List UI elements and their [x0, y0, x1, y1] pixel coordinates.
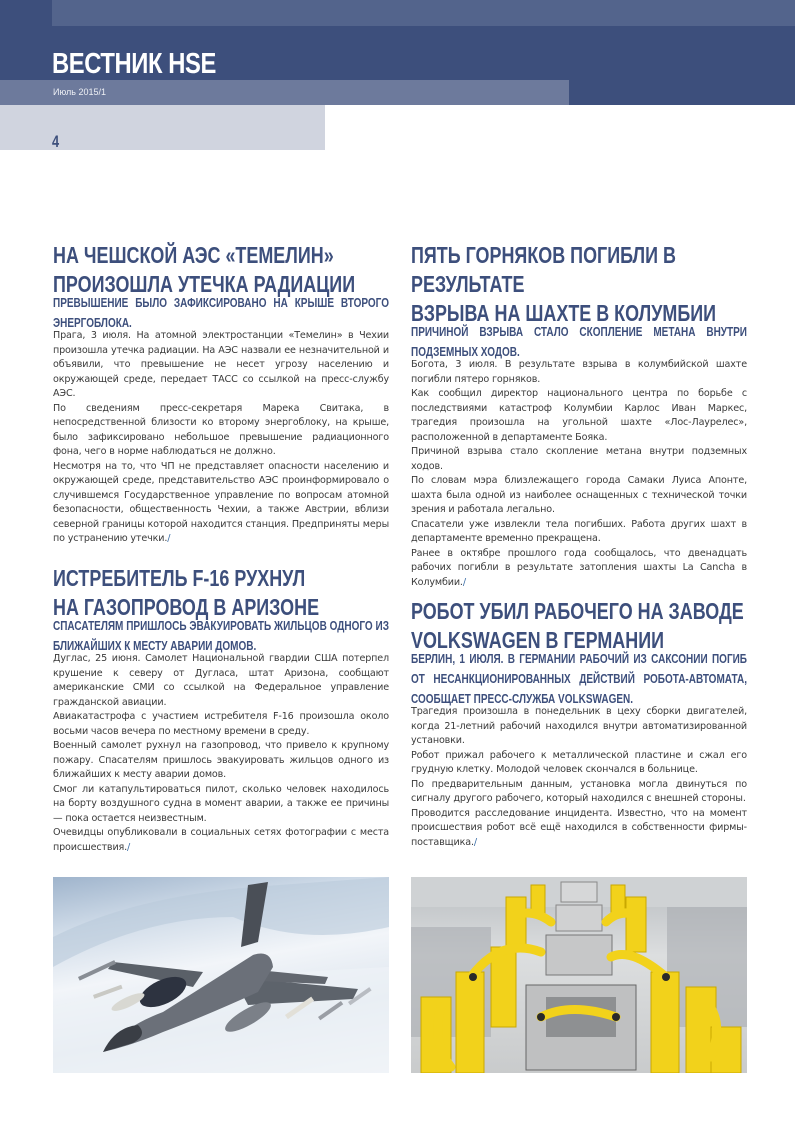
article-lead: СПАСАТЕЛЯМ ПРИШЛОСЬ ЭВАКУИРОВАТЬ ЖИЛЬЦОВ ОДНОГО ИЗ БЛИЖАЙШИХ К МЕСТУ АВАРИИ ДОМОВ. — [53, 619, 389, 653]
end-mark: / — [473, 836, 477, 848]
factory-illustration — [411, 877, 747, 1073]
header-top-strip — [52, 0, 795, 26]
factory-robots-photo — [411, 877, 747, 1073]
article-temelin — [53, 241, 389, 547]
article-volkswagen-robot — [411, 597, 747, 850]
article-title: НА ЧЕШСКОЙ АЭС «ТЕМЕЛИН» ПРОИЗОШЛА УТЕЧКА РАДИАЦИИ — [53, 242, 356, 297]
newsletter-title: ВЕСТНИК HSE — [52, 48, 216, 80]
article-title: ПЯТЬ ГОРНЯКОВ ПОГИБЛИ В РЕЗУЛЬТАТЕ ВЗРЫВА НА ШАХТЕ В КОЛУМБИИ — [411, 242, 717, 326]
article-lead: ПРИЧИНОЙ ВЗРЫВА СТАЛО СКОПЛЕНИЕ МЕТАНА ВНУТРИ ПОДЗЕМНЫХ ХОДОВ. — [411, 325, 747, 359]
article-colombia-mine — [411, 241, 747, 590]
article-body: Дуглас, 25 июня. Самолет Национальной гвардии США потерпел крушение к северу от Дугласа, штат Аризона, сообщают американские СМИ со ссылкой на Федеральное управление гражданской авиации. Авиакатастрофа с участием истребителя F-16 произошла около восьми часов вечера по местному времени в среду. Военный самолет рухнул на газопровод, что привело к крупному пожару. Спасателям пришлось эвакуировать жильцов одного из ближайших к месту аварии домов. Смог ли катапультироваться пилот, сколько человек находилось на борту воздушного судна в момент аварии, а также ее причины — пока остается неизвестным. Очевидцы опубликовали в социальных сетях фотографии с места происшествия./ — [53, 653, 389, 853]
article-f16 — [53, 564, 389, 855]
end-mark: / — [127, 841, 131, 853]
issue-date: Июль 2015/1 — [53, 87, 106, 97]
f16-jet-photo — [53, 877, 389, 1073]
page-number: 4 — [52, 132, 60, 151]
article-title: ИСТРЕБИТЕЛЬ F-16 РУХНУЛ НА ГАЗОПРОВОД В АРИЗОНЕ — [53, 565, 320, 620]
article-lead: БЕРЛИН, 1 ИЮЛЯ. В ГЕРМАНИИ РАБОЧИЙ ИЗ САКСОНИИ ПОГИБ ОТ НЕСАНКЦИОНИРОВАННЫХ ДЕЙСТВИЙ РОБОТА-АВТОМАТА, СООБЩАЕТ ПРЕСС-СЛУЖБА VOLKSWAGEN. — [411, 652, 747, 706]
jet-illustration — [53, 877, 389, 1073]
article-body: Прага, 3 июля. На атомной электростанции «Темелин» в Чехии произошла утечка радиации. На АЭС назвали ее незначительной и объявили, что превышение не несет угрозу населению и окружающей среде, передает ТАСС со ссылкой на пресс-службу АЭС. По сведениям пресс-секретаря Марека Свитака, в непосредственной близости ко второму энергоблоку, на крыше, было зафиксировано небольшое превышение радиационного фона, чего в норме наблюдаться не должно. Несмотря на то, что ЧП не представляет опасности населению и окружающей среде, представительство АЭС проинформировало о случившемся Государственное управление по вопросам атомной безопасности, общественность Чехии, а также Австрии, вблизи северной границы которой находится станция. Предприняты меры по устранению утечки./ — [53, 330, 389, 544]
end-mark: / — [462, 576, 466, 588]
article-body: Трагедия произошла в понедельник в цеху сборки двигателей, когда 21-летний рабочий находился внутри автоматизированной установки. Робот прижал рабочего к металлической пластине и сжал его грудную клетку. Молодой человек скончался в больнице. По предварительным данным, установка могла двинуться по сигналу другого рабочего, который находился с внешней стороны. Проводится расследование инцидента. Известно, что на момент происшествия робот всё ещё находился в собственности фирмы-поставщика./ — [411, 706, 747, 848]
article-title: РОБОТ УБИЛ РАБОЧЕГО НА ЗАВОДЕ VOLKSWAGEN В ГЕРМАНИИ — [411, 598, 744, 653]
end-mark: / — [167, 533, 171, 544]
article-lead: ПРЕВЫШЕНИЕ БЫЛО ЗАФИКСИРОВАНО НА КРЫШЕ ВТОРОГО ЭНЕРГОБЛОКА. — [53, 296, 389, 330]
article-body: Богота, 3 июля. В результате взрыва в колумбийской шахте погибли пятеро горняков. Как сообщил директор национального центра по борьбе с последствиями катастроф Колумбии Карлос Иван Маркес, трагедия произошла на угольной шахте «Лос-Лаурелес», расположенной в департаменте Бояка. Причиной взрыва стало скопление метана внутри подземных ходов. По словам мэра близлежащего города Самаки Луиса Апонте, шахта была одной из наиболее оснащенных с технической точки зрения и работала легально. Спасатели уже извлекли тела погибших. Работа других шахт в департаменте временно прекращена. Ранее в октябре прошлого года сообщалось, что двенадцать рабочих погибли в результате затопления шахты La Cancha в Колумбии./ — [411, 359, 747, 588]
page-number-band — [0, 105, 325, 150]
